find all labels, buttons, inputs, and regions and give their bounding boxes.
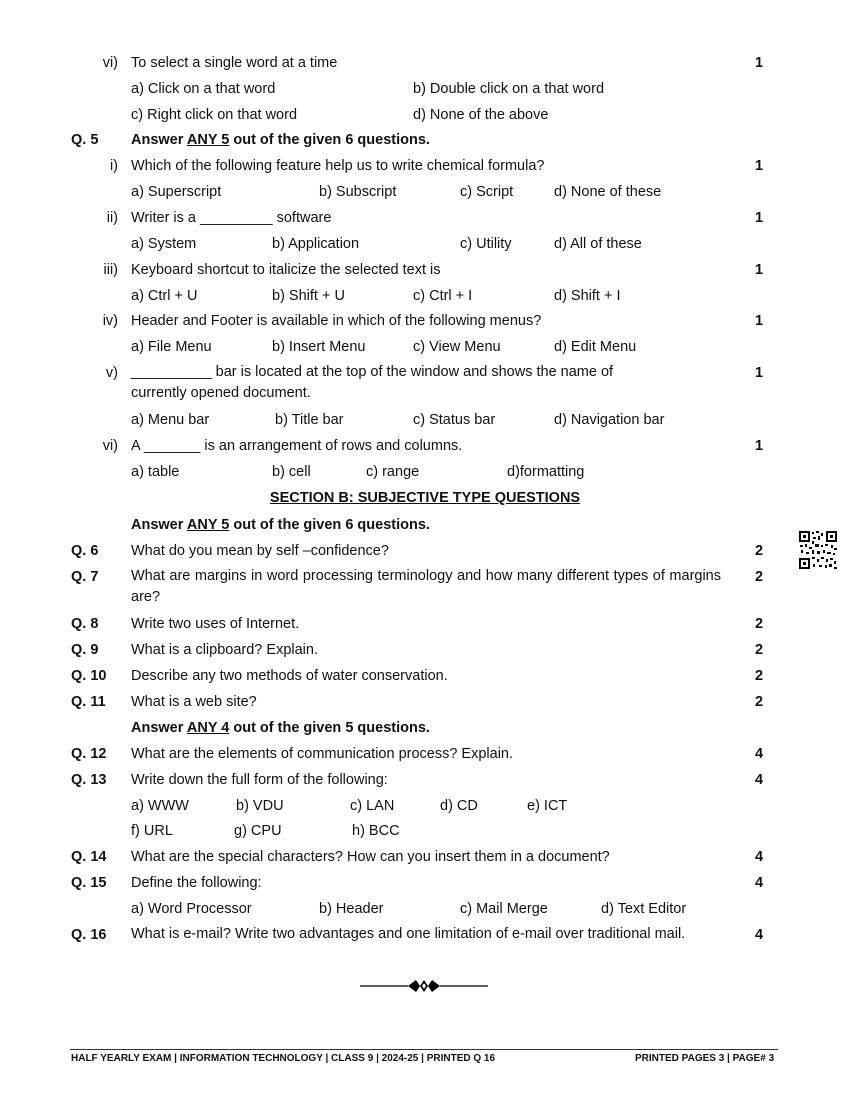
option: d) All of these — [554, 236, 642, 252]
question-text: Write down the full form of the following: — [131, 772, 388, 788]
option: d)formatting — [507, 464, 585, 480]
footer-rule — [70, 1049, 778, 1050]
option: d) Shift + I — [554, 288, 621, 304]
option: b) cell — [272, 464, 311, 480]
option: c) Utility — [460, 236, 512, 252]
question-marks: 2 — [754, 543, 764, 559]
question-text: Writer is a _________ software — [131, 210, 332, 226]
question-marks: 1 — [754, 365, 764, 381]
option: c) Ctrl + I — [413, 288, 473, 304]
option: b) Application — [272, 236, 360, 252]
option: d) CD — [440, 798, 478, 814]
option: c) Script — [460, 184, 514, 200]
question-marks: 1 — [754, 438, 764, 454]
question-text: Header and Footer is available in which of the following menus? — [131, 313, 542, 329]
option: d) Text Editor — [601, 901, 687, 917]
question-text: What are margins in word processing terminology and how many different types of margins are? — [131, 568, 721, 605]
question-marks: 1 — [754, 158, 764, 174]
question-marks: 2 — [754, 642, 764, 658]
question-number: iii) — [103, 262, 118, 278]
question-text: Write two uses of Internet. — [131, 616, 300, 632]
question-text: Define the following: — [131, 875, 262, 891]
option: d) Edit Menu — [554, 339, 637, 355]
question-marks: 2 — [754, 668, 764, 684]
option: h) BCC — [352, 823, 400, 839]
option: b) Subscript — [319, 184, 397, 200]
instruction: Answer ANY 4 out of the given 5 questions. — [131, 720, 430, 736]
question-number: Q. 9 — [71, 642, 99, 658]
option: a) table — [131, 464, 180, 480]
question-number: vi) — [102, 438, 118, 454]
question-marks: 2 — [754, 569, 764, 585]
question-number: i) — [109, 158, 118, 174]
question-text: To select a single word at a time — [131, 55, 338, 71]
question-marks: 4 — [754, 772, 764, 788]
ornament-divider-icon — [360, 976, 488, 996]
option: d) None of these — [554, 184, 662, 200]
question-number: Q. 5 — [71, 132, 99, 148]
option: b) Double click on a that word — [413, 81, 605, 97]
question-text: Describe any two methods of water conservation. — [131, 668, 448, 684]
option: g) CPU — [234, 823, 282, 839]
option: b) Insert Menu — [272, 339, 366, 355]
question-text: What are the elements of communication process? Explain. — [131, 746, 514, 762]
option: c) range — [366, 464, 420, 480]
option: c) Mail Merge — [460, 901, 548, 917]
question-number: Q. 12 — [71, 746, 107, 762]
question-number: Q. 8 — [71, 616, 99, 632]
qr-code-icon — [798, 530, 838, 570]
option: a) Menu bar — [131, 412, 210, 428]
question-text: __________ bar is located at the top of the window and shows the name of currently opened document. — [131, 364, 614, 401]
option: a) System — [131, 236, 197, 252]
question-text: Which of the following feature help us to write chemical formula? — [131, 158, 545, 174]
option: c) Right click on that word — [131, 107, 298, 123]
question-number: Q. 10 — [71, 668, 107, 684]
question-text: A _______ is an arrangement of rows and columns. — [131, 438, 463, 454]
instruction: Answer ANY 5 out of the given 6 questions. — [131, 132, 430, 148]
question-marks: 4 — [754, 927, 764, 943]
question-number: Q. 14 — [71, 849, 107, 865]
question-number: Q. 16 — [71, 927, 107, 943]
option: c) View Menu — [413, 339, 501, 355]
option: b) VDU — [236, 798, 284, 814]
question-number: ii) — [106, 210, 118, 226]
question-marks: 2 — [754, 616, 764, 632]
question-number: vi) — [102, 55, 118, 71]
option: c) LAN — [350, 798, 395, 814]
question-number: Q. 15 — [71, 875, 107, 891]
option: e) ICT — [527, 798, 568, 814]
question-text: What do you mean by self –confidence? — [131, 543, 389, 559]
option: b) Title bar — [275, 412, 344, 428]
question-marks: 1 — [754, 55, 764, 71]
option: a) Word Processor — [131, 901, 252, 917]
option: d) Navigation bar — [554, 412, 665, 428]
question-text: What are the special characters? How can you insert them in a document? — [131, 849, 610, 865]
section-title: SECTION B: SUBJECTIVE TYPE QUESTIONS — [269, 490, 581, 506]
question-marks: 2 — [754, 694, 764, 710]
question-marks: 4 — [754, 746, 764, 762]
option: b) Header — [319, 901, 384, 917]
option: c) Status bar — [413, 412, 496, 428]
option: a) Ctrl + U — [131, 288, 198, 304]
question-marks: 1 — [754, 210, 764, 226]
option: a) Click on a that word — [131, 81, 276, 97]
option: a) WWW — [131, 798, 189, 814]
option: a) Superscript — [131, 184, 222, 200]
footer-left: HALF YEARLY EXAM | INFORMATION TECHNOLOGY | CLASS 9 | 2024-25 | PRINTED Q 16 — [71, 1053, 496, 1064]
question-marks: 4 — [754, 875, 764, 891]
option: b) Shift + U — [272, 288, 345, 304]
question-text: What is a clipboard? Explain. — [131, 642, 318, 658]
question-number: iv) — [102, 313, 118, 329]
question-number: Q. 11 — [71, 694, 106, 710]
question-number: v) — [105, 365, 118, 381]
question-text: What is a web site? — [131, 694, 257, 710]
question-number: Q. 13 — [71, 772, 107, 788]
question-text: Keyboard shortcut to italicize the selected text is — [131, 262, 441, 278]
option: a) File Menu — [131, 339, 212, 355]
question-text: What is e-mail? Write two advantages and one limitation of e-mail over traditional mail. — [131, 926, 686, 942]
question-marks: 1 — [754, 262, 764, 278]
footer-right: PRINTED PAGES 3 | PAGE# 3 — [635, 1053, 775, 1064]
question-marks: 1 — [754, 313, 764, 329]
instruction: Answer ANY 5 out of the given 6 questions. — [131, 517, 430, 533]
question-number: Q. 6 — [71, 543, 99, 559]
option: d) None of the above — [413, 107, 549, 123]
question-marks: 4 — [754, 849, 764, 865]
option: f) URL — [131, 823, 173, 839]
question-number: Q. 7 — [71, 569, 99, 585]
